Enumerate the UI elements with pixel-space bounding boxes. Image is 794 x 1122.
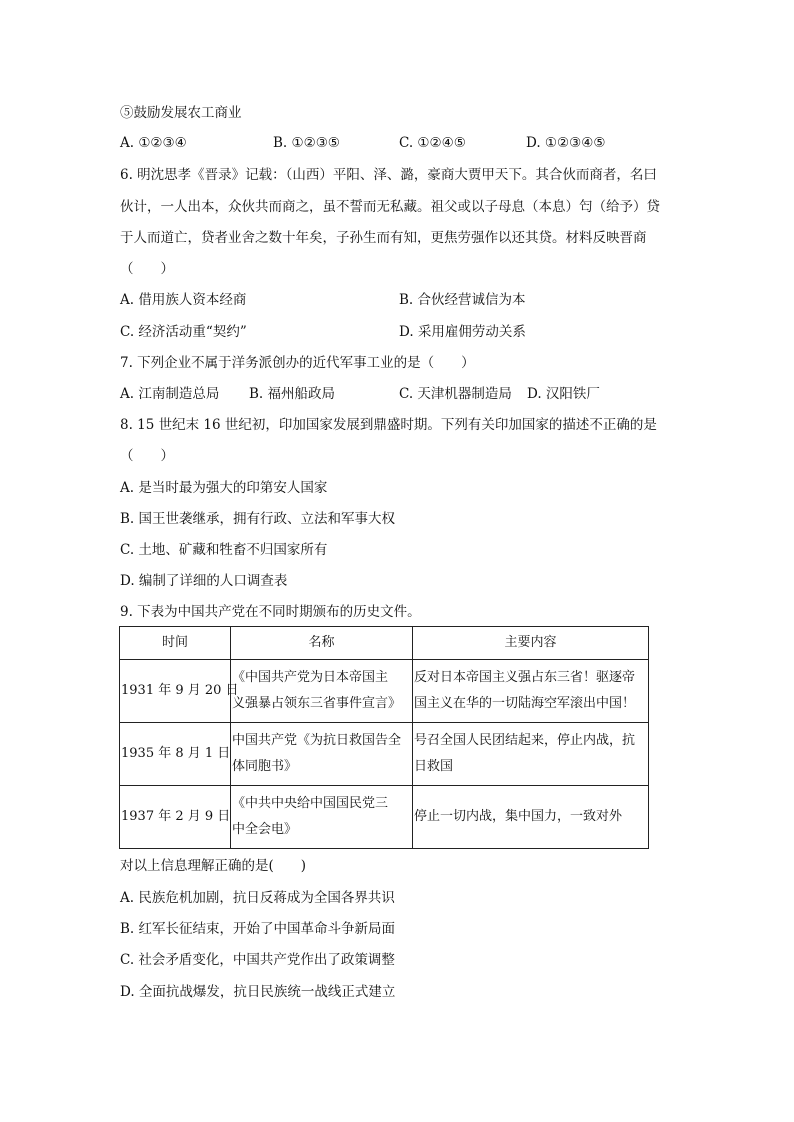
q8-stem: 8. 15 世纪末 16 世纪初，印加国家发展到鼎盛时期。下列有关印加国家的描述不正确的是	[120, 417, 657, 433]
table-header-row	[120, 627, 649, 660]
q6-stem-line-3: 于人而道亡，贷者业舍之数十年矣，子孙生而有知，更焦劳强作以还其贷。材料反映晋商	[120, 230, 647, 246]
row-name-line-2: 中全会电》	[232, 822, 298, 837]
header-name: 名称	[231, 627, 413, 660]
q7-option-a: A. 江南制造总局	[120, 386, 220, 402]
row-content-line-1: 停止一切内战，集中国力，一致对外	[414, 809, 623, 824]
q8-option-c: C. 土地、矿藏和牲畜不归国家所有	[120, 542, 328, 558]
q8-option-a: A. 是当时最为强大的印第安人国家	[120, 480, 328, 496]
q6-option-d: D. 采用雇佣劳动关系	[399, 324, 526, 340]
q8-answer-blank: （ ）	[120, 448, 174, 464]
q5-item-5: ⑤鼓励发展农工商业	[120, 105, 242, 121]
table-row	[120, 786, 649, 849]
row-name-line-2: 体同胞书》	[232, 759, 298, 774]
row-name	[231, 723, 413, 786]
row-name-line-1: 《中国共产党为日本帝国主	[232, 670, 389, 685]
table-row	[120, 723, 649, 786]
table-row	[120, 660, 649, 723]
q7-stem: 7. 下列企业不属于洋务派创办的近代军事工业的是（ ）	[120, 355, 475, 371]
row-name-line-2: 义强暴占领东三省事件宣言》	[232, 696, 402, 711]
q5-option-c: C. ①②④⑤	[399, 135, 466, 151]
row-time: 1931 年 9 月 20 日	[120, 660, 231, 723]
q8-option-d: D. 编制了详细的人口调查表	[120, 573, 288, 589]
row-content	[413, 723, 649, 786]
row-content-line-1: 号召全国人民团结起来，停止内战，抗	[414, 733, 636, 748]
q9-prompt: 对以上信息理解正确的是( )	[120, 858, 307, 874]
q9-option-b: B. 红军长征结束，开始了中国革命斗争新局面	[120, 921, 396, 937]
row-content	[413, 786, 649, 849]
q6-option-c: C. 经济活动重“契约”	[120, 324, 247, 340]
q9-option-c: C. 社会矛盾变化，中国共产党作出了政策调整	[120, 952, 395, 968]
q9-option-a: A. 民族危机加剧，抗日反蒋成为全国各界共识	[120, 890, 395, 906]
row-time: 1935 年 8 月 1 日	[120, 723, 231, 786]
row-name-line-1: 《中共中央给中国国民党三	[232, 796, 389, 811]
row-content-line-2: 日救国	[414, 759, 454, 774]
q7-option-b: B. 福州船政局	[249, 386, 336, 402]
q5-option-a: A. ①②③④	[120, 135, 187, 151]
q9-option-d: D. 全面抗战爆发，抗日民族统一战线正式建立	[120, 984, 396, 1000]
row-name-line-1: 中国共产党《为抗日救国告全	[232, 733, 402, 748]
row-content-line-1: 反对日本帝国主义强占东三省！驱逐帝	[414, 670, 636, 685]
q5-option-d: D. ①②③④⑤	[526, 135, 606, 151]
row-content	[413, 660, 649, 723]
q7-option-d: D. 汉阳铁厂	[527, 386, 600, 402]
q6-option-a: A. 借用族人资本经商	[120, 292, 247, 308]
q6-option-b: B. 合伙经营诚信为本	[399, 292, 526, 308]
q9-stem: 9. 下表为中国共产党在不同时期颁布的历史文件。	[120, 604, 421, 620]
header-time: 时间	[120, 627, 231, 660]
q6-stem-line-2: 伙计，一人出本，众伙共而商之，虽不誓而无私藏。祖父或以子母息（本息）匄（给予）贷	[120, 199, 660, 215]
q7-option-c: C. 天津机器制造局	[399, 386, 512, 402]
history-documents-table	[119, 626, 649, 849]
row-name	[231, 660, 413, 723]
row-name	[231, 786, 413, 849]
row-content-line-2: 国主义在华的一切陆海空军滚出中国！	[414, 696, 636, 711]
q8-option-b: B. 国王世袭继承，拥有行政、立法和军事大权	[120, 511, 396, 527]
header-content: 主要内容	[413, 627, 649, 660]
q6-stem-line-1: 6. 明沈思孝《晋录》记载：（山西）平阳、泽、潞，豪商大贾甲天下。其合伙而商者，名曰	[120, 167, 657, 183]
q6-answer-blank: （ ）	[120, 261, 174, 277]
q5-option-b: B. ①②③⑤	[273, 135, 340, 151]
row-time: 1937 年 2 月 9 日	[120, 786, 231, 849]
